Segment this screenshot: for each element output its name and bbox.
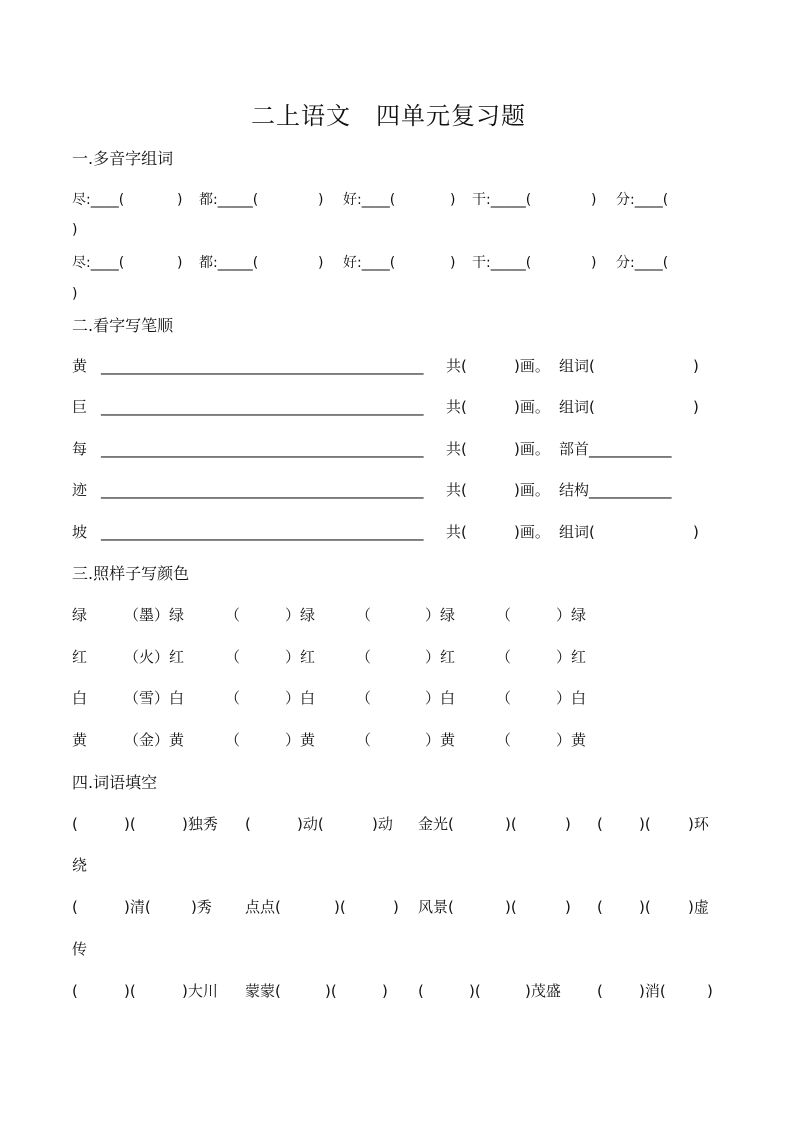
poly-item: 分:____( [616,255,669,271]
fill-item: 点点( [245,898,281,916]
color-blank-open: （ [356,731,372,749]
poly-item: ) [177,255,183,271]
poly-item: 都:_____( [199,192,259,208]
stroke-answer-line: ___________________________________________ [101,398,424,416]
color-blank-open: （ [225,648,241,666]
fill-item: ) [393,898,399,916]
fill-item: )( [124,815,136,833]
color-char: 红 [72,648,88,666]
fill-item: ) [707,982,713,1000]
fill-item: ( [597,898,603,916]
color-char: 绿 [72,606,88,624]
fill-item: 风景( [418,898,454,916]
fill-item: ( [245,815,251,833]
poly-item: 分:____( [616,192,669,208]
color-blank-open: （ [225,689,241,707]
fill-item: )清( [124,898,151,916]
color-blank-open: （ [496,606,512,624]
stroke-count-close: )画。 [514,523,550,541]
stroke-count-close: )画。 [514,440,550,458]
fill-item: )( [469,982,481,1000]
poly-item: 干:_____( [472,255,532,271]
fill-item: )独秀 [182,815,218,833]
color-blank-close: ）白 [285,689,316,707]
poly-item: 干:_____( [472,192,532,208]
fill-item: )茂盛 [525,982,561,1000]
section-2-heading: 二.看字写笔顺 [72,316,174,335]
color-blank-open: （ [496,731,512,749]
stroke-char: 黄 [72,357,88,375]
stroke-task: 组词( [559,357,595,375]
stroke-task: 结构___________ [559,481,672,499]
fill-item: )( [334,898,346,916]
stroke-answer-line: ___________________________________________ [101,523,424,541]
poly-item: ) [318,255,324,271]
color-blank-open: （ [356,689,372,707]
color-char: 黄 [72,731,88,749]
stroke-task: 组词( [559,398,595,416]
fill-item: )消( [639,982,666,1000]
stroke-count-open: 共( [446,523,467,541]
color-blank-open: （ [356,648,372,666]
stroke-count-close: )画。 [514,481,550,499]
poly-item: ) [72,286,78,302]
fill-item: ( [72,898,78,916]
color-example: （墨）绿 [124,606,185,624]
stroke-count-close: )画。 [514,398,550,416]
fill-wrap: 绕 [72,856,88,874]
fill-item: ( [72,815,78,833]
section-4-heading: 四.词语填空 [72,773,158,792]
poly-item: ) [450,255,456,271]
poly-item: 都:_____( [199,255,259,271]
color-blank-close: ）黄 [425,731,456,749]
color-blank-close: ）绿 [425,606,456,624]
poly-item: ) [177,192,183,208]
poly-item: ) [318,192,324,208]
fill-item: )环 [688,815,709,833]
fill-item: )( [325,982,337,1000]
fill-item: )大川 [182,982,218,1000]
poly-item: ) [450,192,456,208]
section-1-heading: 一.多音字组词 [72,149,174,168]
fill-item: ( [597,815,603,833]
poly-item: 好:____( [343,192,396,208]
color-blank-open: （ [356,606,372,624]
stroke-char: 每 [72,440,88,458]
stroke-task-end: ) [693,523,699,541]
color-blank-open: （ [496,648,512,666]
fill-item: )虚 [688,898,709,916]
stroke-answer-line: ___________________________________________ [101,481,424,499]
fill-item: )动 [372,815,393,833]
color-blank-close: ）红 [425,648,456,666]
poly-item: 尽:____( [72,255,125,271]
fill-item: )( [505,898,517,916]
fill-item: ( [72,982,78,1000]
stroke-task: 部首___________ [559,440,672,458]
color-blank-open: （ [496,689,512,707]
color-example: （雪）白 [124,689,185,707]
color-blank-close: ）黄 [285,731,316,749]
fill-item: ( [418,982,424,1000]
color-example: （火）红 [124,648,185,666]
poly-item: ) [591,192,597,208]
stroke-count-open: 共( [446,398,467,416]
stroke-char: 巨 [72,398,88,416]
color-blank-close: ）绿 [556,606,587,624]
fill-item: ) [382,982,388,1000]
color-blank-close: ）红 [285,648,316,666]
color-blank-close: ）绿 [285,606,316,624]
fill-wrap: 传 [72,940,88,958]
stroke-count-open: 共( [446,357,467,375]
stroke-char: 迹 [72,481,88,499]
fill-item: 蒙蒙( [245,982,281,1000]
poly-item: 好:____( [343,255,396,271]
stroke-count-open: 共( [446,481,467,499]
stroke-count-open: 共( [446,440,467,458]
fill-item: )( [639,898,651,916]
color-blank-close: ）白 [556,689,587,707]
poly-item: 尽:____( [72,192,125,208]
stroke-char: 坡 [72,523,88,541]
section-3-heading: 三.照样子写颜色 [72,564,190,583]
stroke-task-end: ) [693,357,699,375]
fill-item: )( [124,982,136,1000]
color-example: （金）黄 [124,731,185,749]
fill-item: ( [597,982,603,1000]
fill-item: )( [639,815,651,833]
fill-item: )动( [297,815,324,833]
color-blank-open: （ [225,606,241,624]
page-title: 二上语文 四单元复习题 [251,102,526,130]
stroke-task-end: ) [693,398,699,416]
poly-item: ) [72,222,78,238]
color-char: 白 [72,689,88,707]
stroke-count-close: )画。 [514,357,550,375]
stroke-answer-line: ___________________________________________ [101,357,424,375]
color-blank-open: （ [225,731,241,749]
stroke-answer-line: ___________________________________________ [101,440,424,458]
color-blank-close: ）黄 [556,731,587,749]
color-blank-close: ）红 [556,648,587,666]
fill-item: )秀 [191,898,212,916]
fill-item: ) [565,815,571,833]
fill-item: 金光( [418,815,454,833]
color-blank-close: ）白 [425,689,456,707]
fill-item: ) [565,898,571,916]
poly-item: ) [591,255,597,271]
stroke-task: 组词( [559,523,595,541]
fill-item: )( [505,815,517,833]
